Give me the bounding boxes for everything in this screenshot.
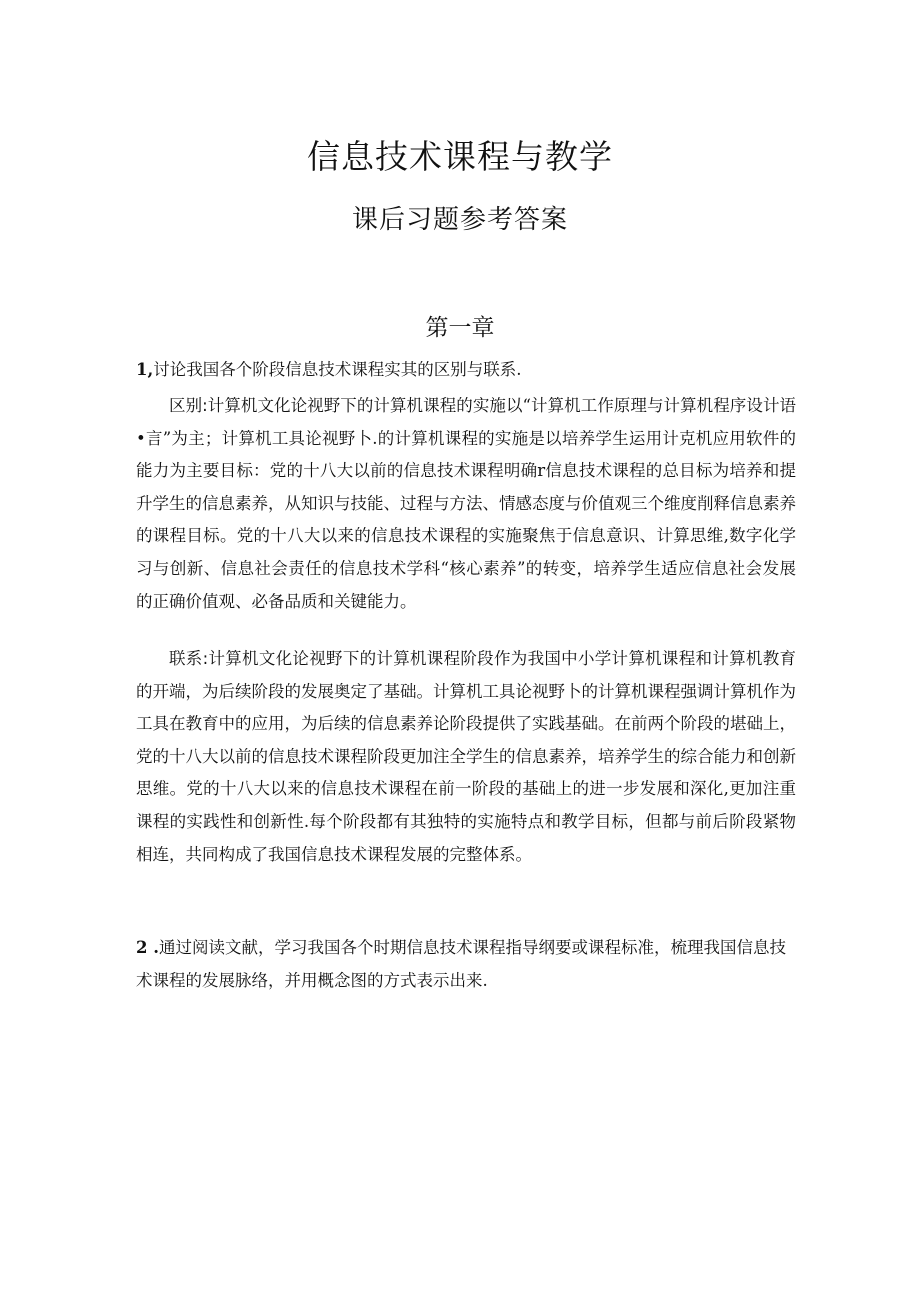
question-2-number: 2 . [136, 938, 159, 957]
question-2-text: 通过阅读文献，学习我国各个时期信息技术课程指导纲要或课程标准，梳理我国信息技术课程的发展脉络，并用概念图的方式表示出来. [136, 938, 786, 990]
document-subtitle: 课后习题参考答案 [351, 205, 568, 235]
answer-connection-label: 联系: [169, 649, 209, 668]
answer-connection-text: 计算机文化论视野下的计算机课程阶段作为我国中小学计算机课程和计算机教育的开端，为后续阶段的发展奥定了基础。计算机工具论视野卜的计算机课程强调计算机作为工具在教育中的应用，为后续的信息素养论阶段提供了实践基础。在前两个阶段的堪础上，党的十八大以前的信息技术课程阶段更加注全学生的信息素养，培养学生的综合能力和创新思维。党的十八大以来的信息技术课程在前一阶段的基础上的进一步发展和深化,更加注重课程的实践性和创新性.每个阶段都有其独特的实施特点和教学目标，但都与前后阶段紧物相连，共同构成了我国信息技术课程发展的完整体系。 [136, 649, 797, 864]
question-1-text: 讨论我国各个阶段信息技术课程实其的区别与联系. [153, 360, 522, 379]
question-2 [136, 931, 796, 997]
chapter-heading: 第一章 [425, 315, 495, 341]
answer-connection-paragraph [136, 643, 796, 871]
answer-difference-paragraph [136, 390, 796, 618]
answer-difference-text: 计算机文化论视野下的计算机课程的实施以“计算机工作原理与计算机程序设计语•言”为主；计算机工具论视野卜.的计算机课程的实施是以培养学生运用计克机应用软件的能力为主要目标：党的十八大以前的信息技术课程明确r信息技术课程的总目标为培养和提升学生的信息素养，从知识与技能、过程与方法、情感态度与价值观三个维度削释信息素养的课程目标。党的十八大以来的信息技术课程的实施聚焦于信息意识、计算思维,数字化学习与创新、信息社会责任的信息技术学科“核心素养”的转变，培养学生适应信息社会发展的正确价值观、必备品质和关键能力。 [136, 396, 797, 611]
answer-difference-label: 区别: [169, 396, 208, 415]
document-title: 信息技术课程与教学 [307, 137, 613, 176]
question-1 [136, 353, 796, 386]
question-1-number: 1, [136, 360, 154, 379]
